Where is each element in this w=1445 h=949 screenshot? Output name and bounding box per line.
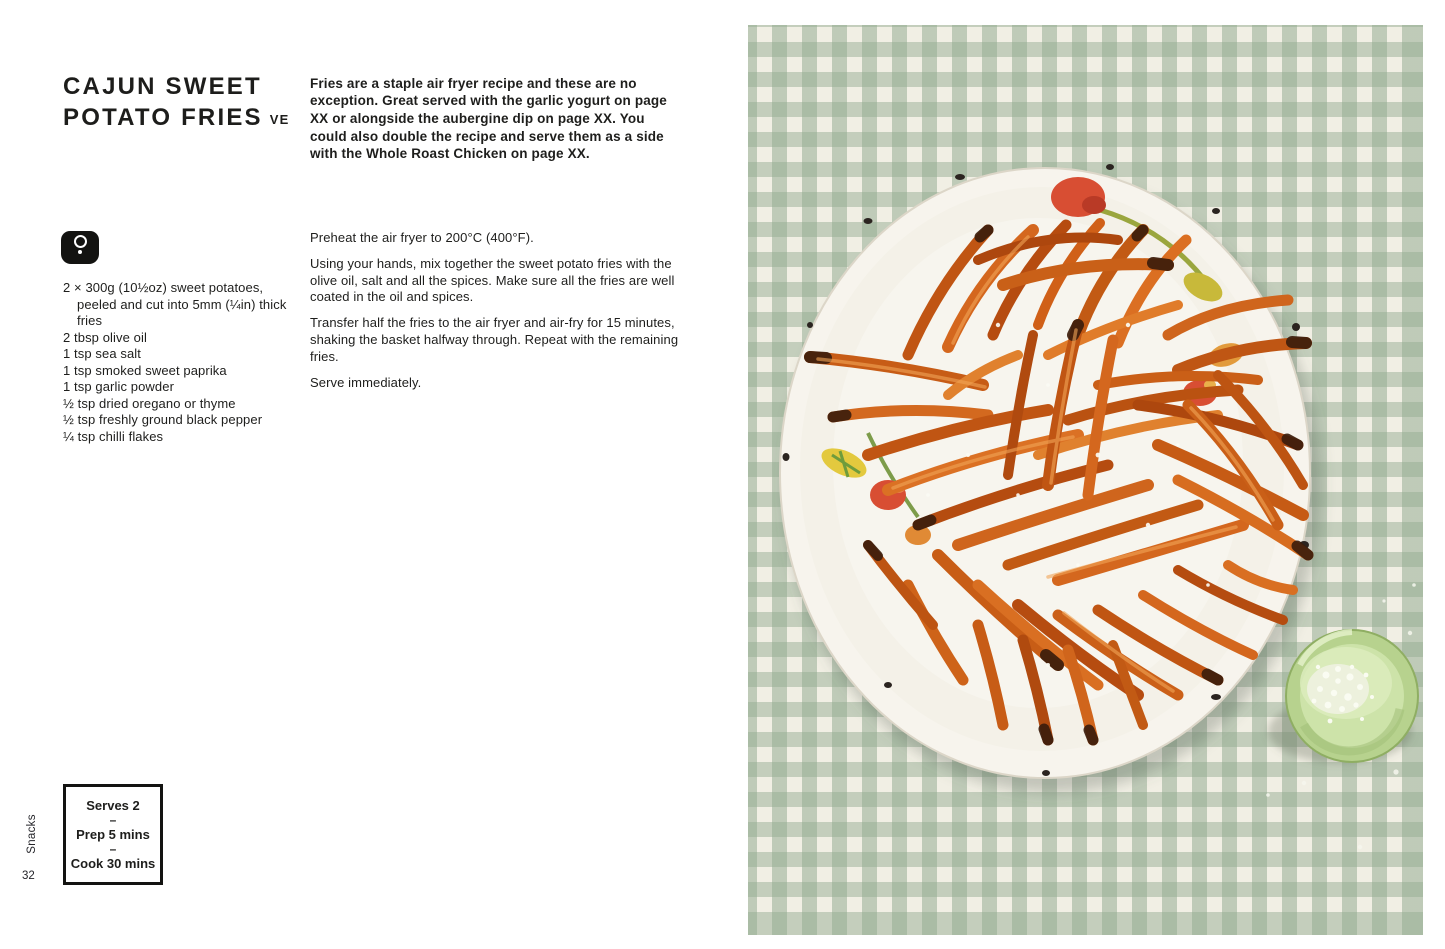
page-title — [63, 71, 290, 135]
ingredient-line: ½ tsp freshly ground black pepper — [63, 412, 263, 427]
prep-time-label: Prep 5 mins — [76, 826, 150, 842]
method-steps — [310, 230, 684, 400]
method-paragraph: Serve immediately. — [310, 374, 422, 390]
method-paragraph: Using your hands, mix together the sweet potato fries with the olive oil, salt and all the spices. Make sure all the fries are well coated in the oil and spices. — [310, 255, 675, 305]
recipe-photo — [748, 25, 1423, 935]
ingredient-line: 1 tsp sea salt — [63, 346, 141, 361]
info-divider-dash: – — [109, 812, 117, 827]
method-paragraph: Transfer half the fries to the air fryer and air-fry for 15 minutes, shaking the basket halfway through. Repeat with the remaining fries. — [310, 315, 679, 364]
ingredient-line: 2 × 300g (10½oz) sweet potatoes, — [63, 280, 264, 295]
cook-time-label: Cook 30 mins — [70, 855, 156, 871]
page-number: 32 — [22, 870, 35, 882]
air-fryer-icon — [61, 231, 99, 264]
ingredient-line: 2 tbsp olive oil — [63, 329, 147, 345]
section-label: Snacks — [26, 814, 38, 854]
ingredient-line: fries — [77, 313, 103, 328]
ingredient-line: 1 tsp garlic powder — [63, 379, 175, 394]
salt-bowl — [1268, 630, 1418, 763]
photo-illustration — [748, 25, 1423, 935]
serves-label: Serves 2 — [86, 797, 140, 813]
air-fryer-icon-dot — [78, 250, 82, 254]
title-line-1: CAJUN SWEET — [63, 73, 262, 101]
ingredient-line: peeled and cut into 5mm (¼in) thick — [77, 296, 287, 312]
ingredient-line: ½ tsp dried oregano or thyme — [63, 395, 236, 411]
method-paragraph: Preheat the air fryer to 200°C (400°F). — [310, 230, 534, 245]
ingredient-line: 1 tsp smoked sweet paprika — [63, 362, 227, 378]
recipe-intro: Fries are a staple air fryer recipe and these are no exception. Great served with the garlic yogurt on page XX or alongside the aubergine dip on page XX. You could also double the recipe and serve them as a side with the Whole Roast Chicken on page XX. — [310, 75, 667, 162]
title-line-2: POTATO FRIES — [63, 104, 263, 132]
serves-info-box — [63, 784, 163, 885]
ingredients-list — [63, 280, 313, 445]
air-fryer-icon-dial — [74, 235, 87, 248]
ingredient-line: ¼ tsp chilli flakes — [63, 428, 164, 444]
diet-badge: VE — [269, 112, 290, 128]
info-divider-dash: – — [109, 841, 117, 856]
